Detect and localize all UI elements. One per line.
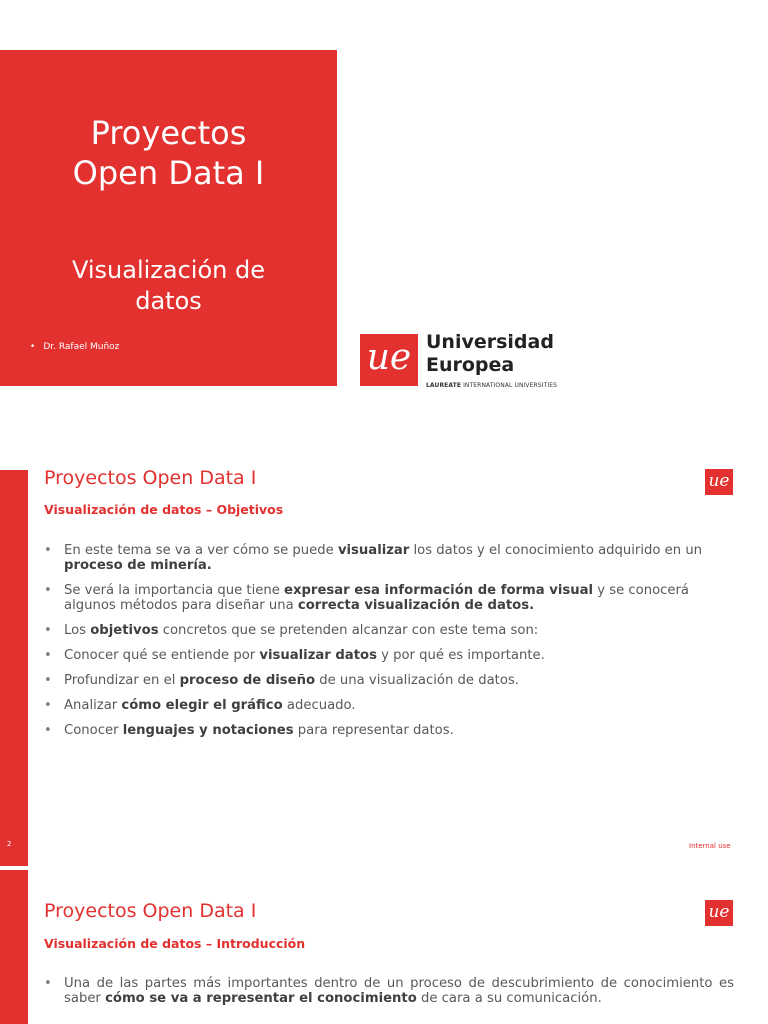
slide2-subtitle: Visualización de datos – Objetivos — [44, 502, 284, 517]
title-slide-subtitle: Visualización de datos — [71, 256, 265, 315]
brand-tagline: LAUREATE INTERNATIONAL UNIVERSITIES — [426, 382, 557, 389]
ue-logo: ue — [360, 334, 418, 386]
author: • Dr. Rafael Muñoz — [30, 342, 119, 352]
bullet-item: • Analizar cómo elegir el gráfico adecuado. — [44, 698, 734, 713]
slide3-title: Proyectos Open Data I — [44, 900, 257, 922]
page-number: 2 — [7, 840, 12, 848]
title-slide-title: Proyectos Open Data I — [72, 114, 265, 192]
bullet-item: • Los objetivos concretos que se pretenden alcanzar con este tema son: — [44, 623, 734, 638]
bullet-item: • Conocer qué se entiende por visualizar datos y por qué es importante. — [44, 648, 734, 663]
bullet-item: • Conocer lenguajes y notaciones para representar datos. — [44, 723, 734, 738]
bullet-item: • Se verá la importancia que tiene expresar esa información de forma visual y se conocerá algunos métodos para diseñar una correcta visualización de datos. — [44, 583, 734, 613]
slide3-subtitle: Visualización de datos – Introducción — [44, 936, 306, 951]
slide2-bullet-list — [44, 543, 734, 748]
bullet-item: • Profundizar en el proceso de diseño de una visualización de datos. — [44, 673, 734, 688]
bullet-item: • Una de las partes más importantes dentro de un proceso de descubrimiento de conocimiento es saber cómo se va a representar el conocimiento de cara a su comunicación. — [44, 976, 734, 1006]
brand-name-line1: Universidad — [426, 331, 554, 353]
ue-logo-small: ue — [705, 469, 733, 495]
slide2-side-bar — [0, 470, 28, 866]
brand-name-line2: Europea — [426, 354, 515, 376]
slide3-bullet-list — [44, 976, 734, 1016]
title-slide-panel — [0, 50, 337, 386]
slide2-title: Proyectos Open Data I — [44, 467, 257, 489]
slide3-side-bar — [0, 870, 28, 1024]
ue-logo-small: ue — [705, 900, 733, 926]
bullet-item: • En este tema se va a ver cómo se puede visualizar los datos y el conocimiento adquirido en un proceso de minería. — [44, 543, 734, 573]
footer-label: Internal use — [689, 842, 731, 850]
